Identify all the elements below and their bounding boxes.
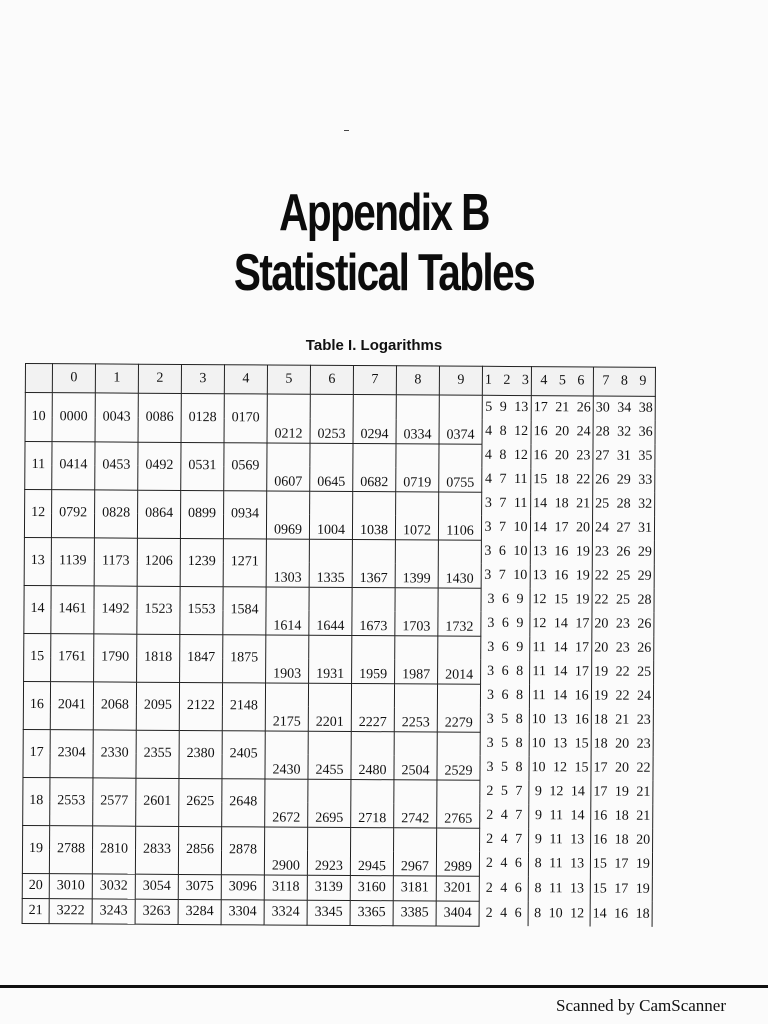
- log-value: 0755: [439, 444, 482, 492]
- log-value: 0899: [180, 490, 223, 538]
- log-value: 1644: [309, 587, 352, 635]
- mean-difference: 9 12 14: [529, 780, 591, 804]
- mean-difference: 9 11 14: [529, 804, 591, 828]
- log-value: 2430: [265, 730, 308, 778]
- log-value: 2041: [50, 681, 93, 729]
- log-value: 2201: [308, 683, 351, 731]
- mean-difference: 14 16 18: [590, 901, 652, 926]
- log-value: 1004: [309, 491, 352, 539]
- log-value: 3243: [92, 898, 135, 923]
- mean-difference: 2 4 6: [479, 901, 528, 926]
- log-value: 3054: [135, 874, 178, 899]
- log-value: 2529: [437, 732, 480, 780]
- log-value: 0043: [95, 393, 138, 442]
- log-value: 2788: [49, 825, 92, 873]
- log-value: 2405: [222, 730, 265, 778]
- mean-difference: 4 7 11: [482, 468, 531, 492]
- column-header: 4: [224, 365, 267, 394]
- log-value: 2625: [179, 778, 222, 826]
- row-label: 20: [22, 873, 49, 898]
- mean-difference: 14 17 20: [530, 516, 592, 540]
- log-value: 2175: [265, 682, 308, 730]
- mean-difference: 10 13 15: [529, 732, 591, 756]
- column-header: 8: [396, 366, 439, 395]
- log-value: 1959: [352, 635, 395, 683]
- mean-difference: 8 10 12: [528, 901, 590, 926]
- row-label: 21: [22, 898, 49, 923]
- column-header: 6: [310, 365, 353, 394]
- mean-difference: 2 4 6: [479, 852, 528, 876]
- mean-difference: 2 5 7: [480, 780, 529, 804]
- log-value: 0719: [396, 443, 439, 491]
- log-value: 1761: [51, 633, 94, 681]
- log-value: 2253: [394, 683, 437, 731]
- mean-difference: 3 7 10: [481, 516, 530, 540]
- mean-difference: 13 16 19: [530, 540, 592, 564]
- mean-difference: 3 6 9: [481, 636, 530, 660]
- log-value: 3284: [178, 899, 221, 924]
- log-value: 2304: [50, 729, 93, 777]
- log-value: 2095: [136, 682, 179, 730]
- table-row: [25, 393, 655, 421]
- log-value: 3222: [49, 898, 92, 923]
- column-header: 3: [181, 364, 224, 393]
- mean-difference: 9 11 13: [529, 828, 591, 852]
- mean-difference: 16 20 23: [531, 444, 593, 468]
- log-value: 2014: [438, 636, 481, 684]
- log-value: 1703: [395, 587, 438, 635]
- log-value: 2355: [136, 730, 179, 778]
- log-value: 2833: [135, 826, 178, 874]
- log-value: 2279: [437, 684, 480, 732]
- mean-difference: 25 28 32: [593, 492, 655, 516]
- table-caption: Table I. Logarithms: [305, 337, 443, 354]
- mean-difference: 4 8 12: [482, 420, 531, 444]
- mean-difference: 17 20 22: [591, 756, 653, 780]
- log-value: 1335: [309, 539, 352, 587]
- mean-difference: 20 23 26: [592, 636, 654, 660]
- row-label: 15: [24, 633, 51, 681]
- scan-speck: [344, 130, 349, 131]
- log-value: 2945: [350, 827, 393, 875]
- table-row: [23, 825, 653, 853]
- log-value: 1584: [223, 586, 266, 634]
- log-value: 3345: [307, 900, 350, 925]
- log-value: 0334: [396, 395, 439, 444]
- log-value: 0000: [52, 393, 95, 442]
- mean-difference: 2 4 6: [479, 876, 528, 901]
- log-value: 1139: [51, 537, 94, 585]
- mean-difference: 3 6 8: [481, 660, 530, 684]
- log-value: 1106: [438, 492, 481, 540]
- log-value: 1399: [395, 539, 438, 587]
- mean-difference: 22 25 29: [592, 564, 654, 588]
- mean-difference: 16 20 24: [531, 420, 593, 444]
- log-value: 3181: [393, 875, 436, 900]
- log-value: 2672: [265, 778, 308, 826]
- log-value: 0607: [267, 442, 310, 490]
- log-value: 2122: [179, 682, 222, 730]
- log-value: 2577: [93, 777, 136, 825]
- difference-header: 7 8 9: [593, 367, 655, 396]
- log-value: 2227: [351, 683, 394, 731]
- log-value: 2553: [50, 777, 93, 825]
- log-value: 2695: [308, 779, 351, 827]
- log-value: 3365: [350, 900, 393, 925]
- log-value: 2601: [136, 778, 179, 826]
- log-value: 3032: [92, 873, 135, 898]
- log-value: 3096: [221, 874, 264, 899]
- log-value: 1875: [223, 634, 266, 682]
- log-value: 3404: [436, 901, 479, 926]
- mean-difference: 18 21 23: [591, 708, 653, 732]
- mean-difference: 26 29 33: [593, 468, 655, 492]
- log-value: 0569: [224, 442, 267, 490]
- mean-difference: 15 17 19: [590, 876, 652, 901]
- column-header: 7: [353, 366, 396, 395]
- log-value: 1239: [180, 538, 223, 586]
- log-value: 1461: [51, 585, 94, 633]
- log-value: 2648: [222, 778, 265, 826]
- log-value: 0128: [181, 393, 224, 442]
- mean-difference: 3 5 8: [480, 708, 529, 732]
- log-value: 2455: [308, 731, 351, 779]
- mean-difference: 17 21 26: [531, 396, 593, 421]
- mean-difference: 4 8 12: [482, 444, 531, 468]
- mean-difference: 19 22 24: [591, 684, 653, 708]
- mean-difference: 22 25 28: [592, 588, 654, 612]
- mean-difference: 8 11 13: [528, 876, 590, 901]
- column-header: 2: [138, 364, 181, 393]
- log-value: 2989: [436, 828, 479, 876]
- log-value: 1847: [180, 634, 223, 682]
- mean-difference: 11 14 17: [530, 636, 592, 660]
- log-value: 2480: [351, 731, 394, 779]
- row-label: 14: [24, 585, 51, 633]
- difference-header: 1 2 3: [482, 366, 531, 395]
- section-title: Statistical Tables: [233, 244, 535, 302]
- row-label: 17: [23, 729, 50, 777]
- log-value: 1038: [352, 491, 395, 539]
- log-value: 1818: [137, 634, 180, 682]
- row-label: 13: [24, 537, 51, 585]
- log-value: 2856: [178, 826, 221, 874]
- table-row: [23, 681, 653, 709]
- log-value: 2967: [393, 827, 436, 875]
- log-value: 0864: [137, 490, 180, 538]
- mean-difference: 20 23 26: [592, 612, 654, 636]
- log-value: 1673: [352, 587, 395, 635]
- log-value: 0492: [138, 442, 181, 490]
- log-value: 1553: [180, 586, 223, 634]
- row-label: 19: [22, 825, 49, 873]
- log-value: 1903: [266, 634, 309, 682]
- mean-difference: 3 6 8: [480, 684, 529, 708]
- mean-difference: 23 26 29: [592, 540, 654, 564]
- log-value: 0294: [353, 395, 396, 444]
- log-value: 0792: [51, 489, 94, 537]
- log-value: 3139: [307, 875, 350, 900]
- row-label: 18: [23, 777, 50, 825]
- column-header: 0: [52, 364, 95, 393]
- table-header-row: [25, 364, 655, 397]
- mean-difference: 3 6 9: [481, 588, 530, 612]
- log-value: 1367: [352, 539, 395, 587]
- logarithm-table: [22, 363, 656, 927]
- log-value: 1732: [438, 588, 481, 636]
- log-value: 1173: [94, 537, 137, 585]
- log-value: 1790: [94, 633, 137, 681]
- column-header: 5: [267, 365, 310, 394]
- table-row: [24, 585, 654, 613]
- mean-difference: 15 17 19: [590, 852, 652, 876]
- log-value: 3324: [264, 899, 307, 924]
- log-value: 1931: [309, 635, 352, 683]
- table-row: [24, 537, 654, 565]
- log-value: 3118: [264, 874, 307, 899]
- table-row: [22, 873, 652, 902]
- log-value: 0969: [266, 490, 309, 538]
- mean-difference: 16 18 21: [591, 804, 653, 828]
- mean-difference: 11 14 17: [530, 660, 592, 684]
- table-row: [24, 633, 654, 661]
- log-value: 1492: [94, 585, 137, 633]
- mean-difference: 2 4 7: [480, 804, 529, 828]
- mean-difference: 17 19 21: [591, 780, 653, 804]
- log-value: 3263: [135, 899, 178, 924]
- log-value: 1303: [266, 538, 309, 586]
- mean-difference: 28 32 36: [593, 420, 655, 444]
- mean-difference: 3 6 10: [481, 540, 530, 564]
- log-value: 1271: [223, 538, 266, 586]
- log-value: 1987: [395, 635, 438, 683]
- row-label: 12: [24, 489, 51, 537]
- log-value: 0253: [310, 394, 353, 443]
- table-row: [22, 898, 652, 927]
- mean-difference: 3 5 8: [480, 732, 529, 756]
- mean-difference: 8 11 13: [528, 852, 590, 876]
- table-row: [25, 441, 655, 469]
- log-value: 0374: [439, 395, 482, 444]
- mean-difference: 5 9 13: [482, 395, 531, 420]
- log-value: 0212: [267, 394, 310, 443]
- mean-difference: 10 12 15: [529, 756, 591, 780]
- mean-difference: 15 18 22: [531, 468, 593, 492]
- mean-difference: 3 7 10: [481, 564, 530, 588]
- mean-difference: 24 27 31: [592, 516, 654, 540]
- column-header: 1: [95, 364, 138, 393]
- row-label: 11: [25, 441, 52, 489]
- mean-difference: 30 34 38: [593, 396, 655, 421]
- log-value: 0414: [52, 441, 95, 489]
- log-value: 2923: [307, 827, 350, 875]
- log-value: 2765: [437, 780, 480, 828]
- log-value: 0934: [223, 490, 266, 538]
- log-value: 1072: [395, 491, 438, 539]
- scanner-watermark: Scanned by CamScanner: [556, 996, 726, 1015]
- log-value: 0170: [224, 394, 267, 443]
- table-row: [25, 489, 655, 517]
- mean-difference: 12 15 19: [530, 588, 592, 612]
- log-value: 0531: [181, 442, 224, 490]
- mean-difference: 12 14 17: [530, 612, 592, 636]
- log-value: 1614: [266, 586, 309, 634]
- log-value: 0828: [94, 489, 137, 537]
- mean-difference: 16 18 20: [591, 828, 653, 852]
- log-value: 2148: [222, 682, 265, 730]
- mean-difference: 27 31 35: [593, 444, 655, 468]
- log-value: 2380: [179, 730, 222, 778]
- log-value: 0086: [138, 393, 181, 442]
- log-value: 3385: [393, 900, 436, 925]
- log-value: 2330: [93, 729, 136, 777]
- log-value: 2504: [394, 731, 437, 779]
- log-value: 2068: [93, 681, 136, 729]
- log-value: 3075: [178, 874, 221, 899]
- row-label: 16: [23, 681, 50, 729]
- log-value: 3304: [221, 899, 264, 924]
- log-value: 0645: [310, 443, 353, 491]
- mean-difference: 14 18 21: [531, 492, 593, 516]
- log-value: 3010: [49, 873, 92, 898]
- table-row: [23, 777, 653, 805]
- log-value: 0453: [95, 441, 138, 489]
- log-value: 2810: [92, 825, 135, 873]
- table-row: [23, 729, 653, 757]
- log-value: 1430: [438, 540, 481, 588]
- mean-difference: 11 14 16: [529, 684, 591, 708]
- mean-difference: 10 13 16: [529, 708, 591, 732]
- mean-difference: 3 7 11: [482, 492, 531, 516]
- log-value: 3201: [436, 876, 479, 901]
- mean-difference: 3 5 8: [480, 756, 529, 780]
- log-value: 2878: [221, 826, 264, 874]
- log-value: 3160: [350, 875, 393, 900]
- log-value: 2718: [351, 779, 394, 827]
- difference-header: 4 5 6: [531, 367, 593, 396]
- mean-difference: 19 22 25: [592, 660, 654, 684]
- header-corner-cell: [25, 364, 52, 393]
- mean-difference: 2 4 7: [480, 828, 529, 852]
- column-header: 9: [439, 366, 482, 395]
- log-value: 2742: [394, 779, 437, 827]
- log-value: 1523: [137, 586, 180, 634]
- appendix-title: Appendix B: [279, 184, 489, 242]
- footer-rule: [0, 985, 768, 988]
- mean-difference: 18 20 23: [591, 732, 653, 756]
- log-value: 2900: [264, 826, 307, 874]
- log-value: 1206: [137, 538, 180, 586]
- mean-difference: 13 16 19: [530, 564, 592, 588]
- log-value: 0682: [353, 443, 396, 491]
- mean-difference: 3 6 9: [481, 612, 530, 636]
- row-label: 10: [25, 393, 52, 442]
